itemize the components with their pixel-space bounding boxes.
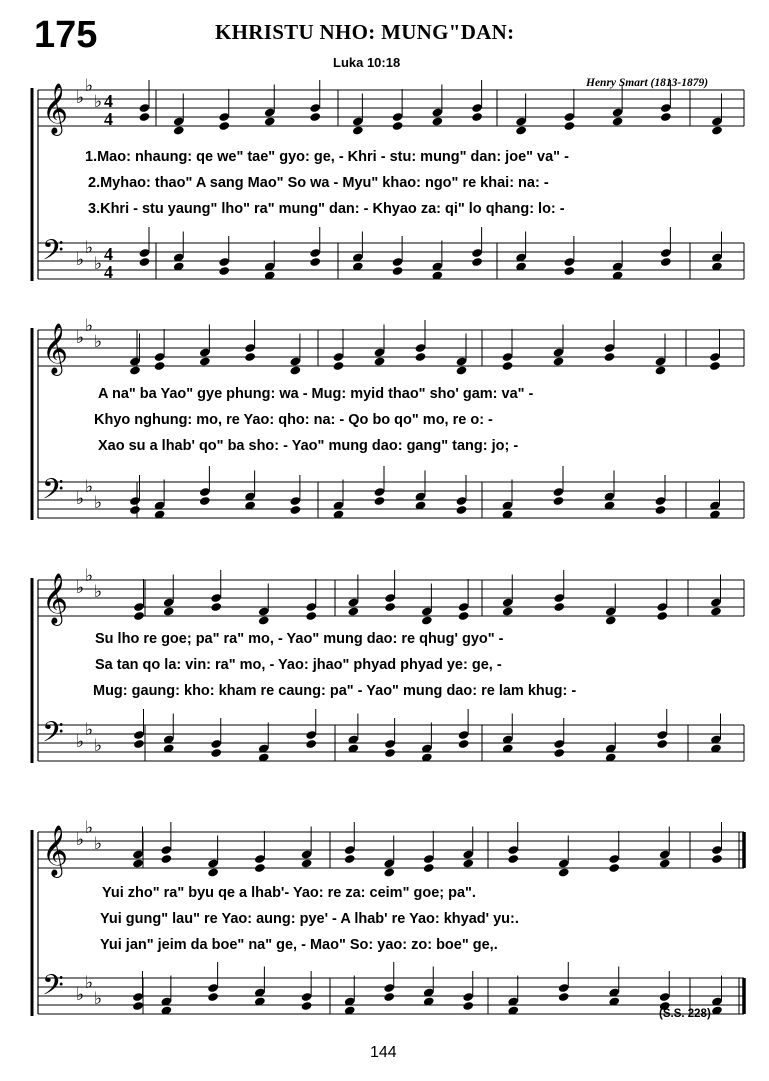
lyric-line: Sa tan qo la: vin: ra" mo, - Yao: jhao" phyad phyad ye: ge, -	[95, 657, 502, 673]
note-head	[660, 112, 672, 122]
note-head	[173, 125, 185, 135]
lyric-line: Mug: gaung: kho: kham re caung: pa" - Yao" mung dao: re lam khug: -	[93, 683, 577, 699]
flat-sign: ♭	[85, 818, 94, 838]
note-head	[210, 748, 222, 758]
note-head	[374, 496, 386, 506]
note-head	[383, 992, 395, 1002]
note-head	[415, 352, 427, 362]
note-head	[154, 361, 166, 371]
note-head	[558, 992, 570, 1002]
bass-clef: 𝄢	[42, 969, 64, 1009]
note-head	[344, 854, 356, 864]
note-head	[659, 858, 671, 868]
lyric-line: Khyo nghung: mo, re Yao: qho: na: - Qo bo qo" mo, re o: -	[94, 412, 493, 428]
note-head	[244, 352, 256, 362]
note-head	[139, 257, 151, 267]
note-head	[553, 356, 565, 366]
note-head	[129, 505, 141, 515]
note-head	[502, 606, 514, 616]
note-head	[563, 266, 575, 276]
note-head	[133, 611, 145, 621]
note-head	[656, 611, 668, 621]
note-head	[605, 615, 617, 625]
note-head	[384, 748, 396, 758]
flat-sign: ♭	[85, 720, 94, 740]
note-head	[384, 602, 396, 612]
note-head	[258, 615, 270, 625]
note-head	[129, 365, 141, 375]
bass-clef: 𝄢	[42, 234, 64, 274]
note-head	[423, 863, 435, 873]
flat-sign: ♭	[94, 582, 103, 602]
note-head	[352, 125, 364, 135]
flat-sign: ♭	[85, 477, 94, 497]
lyric-line: Xao su a lhab' qo" ba sho: - Yao" mung dao: gang" tang: jo; -	[98, 438, 519, 454]
scripture-reference: Luka 10:18	[333, 55, 401, 70]
note-head	[711, 125, 723, 135]
flat-sign: ♭	[76, 250, 85, 270]
flat-sign: ♭	[85, 76, 94, 96]
note-head	[163, 606, 175, 616]
note-head	[289, 365, 301, 375]
hymn-number: 175	[34, 14, 98, 56]
note-head	[563, 121, 575, 131]
lyric-line: Yui gung" lau" re Yao: aung: pye' - A lhab' re Yao: khyad' yu:.	[100, 911, 519, 927]
flat-sign: ♭	[76, 578, 85, 598]
treble-clef: 𝄞	[42, 825, 69, 876]
flat-sign: ♭	[85, 973, 94, 993]
note-head	[558, 867, 570, 877]
note-head	[502, 361, 514, 371]
note-head	[462, 858, 474, 868]
note-head	[553, 602, 565, 612]
flat-sign: ♭	[76, 732, 85, 752]
note-head	[515, 125, 527, 135]
composer-credit: Henry Smart (1813-1879)	[586, 77, 709, 89]
note-head	[655, 505, 667, 515]
lyric-line: A na" ba Yao" gye phung: wa - Mug: myid thao" sho' gam: va" -	[98, 386, 534, 402]
note-head	[655, 365, 667, 375]
flat-sign: ♭	[76, 830, 85, 850]
flat-sign: ♭	[94, 493, 103, 513]
flat-sign: ♭	[85, 316, 94, 336]
note-head	[374, 356, 386, 366]
note-head	[132, 858, 144, 868]
note-head	[458, 739, 470, 749]
flat-sign: ♭	[76, 88, 85, 108]
flat-sign: ♭	[76, 328, 85, 348]
note-head	[462, 1001, 474, 1011]
note-head	[471, 257, 483, 267]
flat-sign: ♭	[94, 834, 103, 854]
treble-clef: 𝄞	[42, 323, 69, 374]
note-head	[207, 992, 219, 1002]
note-head	[604, 352, 616, 362]
note-head	[709, 361, 721, 371]
note-head	[553, 496, 565, 506]
time-signature-bottom: 4	[104, 109, 113, 129]
note-head	[553, 748, 565, 758]
note-head	[383, 867, 395, 877]
note-head	[710, 606, 722, 616]
note-head	[392, 121, 404, 131]
note-head	[207, 867, 219, 877]
time-signature-bottom: 4	[104, 262, 113, 282]
note-head	[347, 606, 359, 616]
note-head	[218, 266, 230, 276]
note-head	[309, 112, 321, 122]
note-head	[431, 116, 443, 126]
flat-sign: ♭	[76, 985, 85, 1005]
note-head	[471, 112, 483, 122]
lyric-line: Yui jan" jeim da boe" na" ge, - Mao" So: yao: zo: boe" ge,.	[100, 937, 498, 953]
treble-clef: 𝄞	[42, 83, 69, 134]
note-head	[301, 1001, 313, 1011]
note-head	[264, 116, 276, 126]
lyric-line: Yui zho" ra" byu qe a lhab'- Yao: re za: ceim" goe; pa".	[102, 885, 476, 901]
lyric-line: 3.Khri - stu yaung" lho" ra" mung" dan: - Khyao za: qi" lo qhang: lo: -	[88, 201, 565, 217]
note-head	[199, 496, 211, 506]
hymn-title: KHRISTU NHO: MUNG"DAN:	[215, 20, 515, 44]
flat-sign: ♭	[94, 736, 103, 756]
note-head	[309, 257, 321, 267]
note-head	[656, 739, 668, 749]
note-head	[421, 615, 433, 625]
source-reference: (S.S. 228)	[659, 1008, 711, 1020]
page-number: 144	[370, 1044, 397, 1061]
note-head	[132, 1001, 144, 1011]
note-head	[456, 365, 468, 375]
flat-sign: ♭	[85, 566, 94, 586]
lyric-line: 2.Myhao: thao" A sang Mao" So wa - Myu" khao: ngo" re khai: na: -	[88, 175, 549, 191]
note-head	[333, 361, 345, 371]
bass-clef: 𝄢	[42, 716, 64, 756]
flat-sign: ♭	[94, 332, 103, 352]
note-head	[210, 602, 222, 612]
note-head	[254, 863, 266, 873]
note-head	[456, 505, 468, 515]
note-head	[660, 257, 672, 267]
flat-sign: ♭	[85, 238, 94, 258]
lyric-line: 1.Mao: nhaung: qe we" tae" gyo: ge, - Khri - stu: mung" dan: joe" va" -	[85, 149, 569, 165]
bass-clef: 𝄢	[42, 473, 64, 513]
treble-clef: 𝄞	[42, 573, 69, 624]
note-head	[139, 112, 151, 122]
note-head	[392, 266, 404, 276]
time-signature-top: 4	[104, 244, 113, 264]
note-head	[218, 121, 230, 131]
time-signature-top: 4	[104, 91, 113, 111]
flat-sign: ♭	[94, 254, 103, 274]
note-head	[458, 611, 470, 621]
note-head	[160, 854, 172, 864]
note-head	[301, 858, 313, 868]
note-head	[289, 505, 301, 515]
note-head	[612, 116, 624, 126]
note-head	[608, 863, 620, 873]
note-head	[305, 611, 317, 621]
note-head	[711, 854, 723, 864]
flat-sign: ♭	[94, 989, 103, 1009]
flat-sign: ♭	[76, 489, 85, 509]
note-head	[305, 739, 317, 749]
note-head	[507, 854, 519, 864]
lyric-line: Su lho re goe; pa" ra" mo, - Yao" mung dao: re qhug' gyo" -	[95, 631, 504, 647]
note-head	[133, 739, 145, 749]
flat-sign: ♭	[94, 92, 103, 112]
note-head	[199, 356, 211, 366]
